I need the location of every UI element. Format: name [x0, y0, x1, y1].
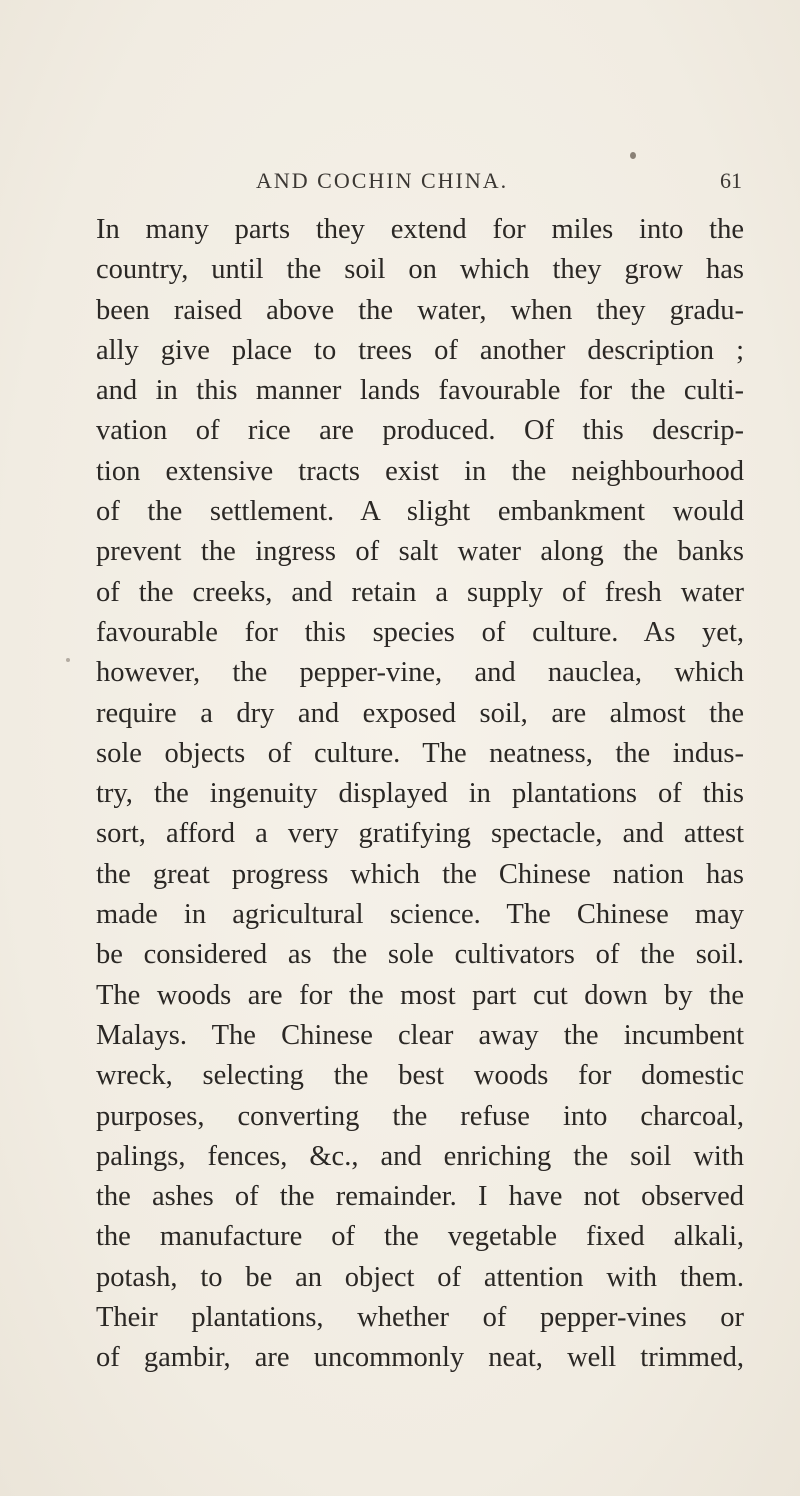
text-line: vation of rice are produced. Of this descrip-: [96, 415, 744, 447]
text-line: The woods are for the most part cut down by the: [96, 979, 744, 1011]
text-line: prevent the ingress of salt water along the banks: [96, 536, 744, 568]
text-line: made in agricultural science. The Chinese may: [96, 899, 744, 931]
text-line: sole objects of culture. The neatness, the indus-: [96, 737, 744, 769]
text-line: purposes, converting the refuse into charcoal,: [96, 1100, 744, 1132]
text-line: In many parts they extend for miles into the: [96, 214, 744, 245]
text-line: palings, fences, &c., and enriching the soil with: [96, 1140, 744, 1172]
text-line: and in this manner lands favourable for the culti-: [96, 375, 744, 407]
running-head: [256, 168, 742, 198]
text-line: try, the ingenuity displayed in plantations of this: [96, 778, 744, 810]
text-line: require a dry and exposed soil, are almost the: [96, 697, 744, 729]
text-line: of gambir, are uncommonly neat, well trimmed,: [96, 1342, 744, 1374]
text-line: of the settlement. A slight embankment would: [96, 496, 744, 528]
text-line: country, until the soil on which they grow has: [96, 254, 744, 286]
text-line: wreck, selecting the best woods for domestic: [96, 1060, 744, 1092]
text-line: been raised above the water, when they gradu-: [96, 294, 744, 326]
ink-speck: [630, 152, 636, 159]
page-number: 61: [720, 168, 742, 193]
text-line: ally give place to trees of another description ;: [96, 334, 744, 366]
text-line: tion extensive tracts exist in the neighbourhood: [96, 455, 744, 487]
ink-speck: [66, 658, 70, 662]
text-line: favourable for this species of culture. As yet,: [96, 616, 744, 648]
text-line: be considered as the sole cultivators of the soil.: [96, 939, 744, 971]
text-line: Their plantations, whether of pepper-vines or: [96, 1302, 744, 1334]
text-line: of the creeks, and retain a supply of fresh water: [96, 576, 744, 608]
text-line: the manufacture of the vegetable fixed alkali,: [96, 1221, 744, 1253]
text-line: Malays. The Chinese clear away the incumbent: [96, 1019, 744, 1051]
text-line: the ashes of the remainder. I have not observed: [96, 1181, 744, 1213]
body-text: [96, 210, 744, 1379]
text-line: however, the pepper-vine, and nauclea, which: [96, 657, 744, 689]
text-line: potash, to be an object of attention with them.: [96, 1261, 744, 1293]
running-title: AND COCHIN CHINA.: [256, 168, 509, 193]
text-line: the great progress which the Chinese nation has: [96, 858, 744, 890]
text-line: sort, afford a very gratifying spectacle, and attest: [96, 818, 744, 850]
